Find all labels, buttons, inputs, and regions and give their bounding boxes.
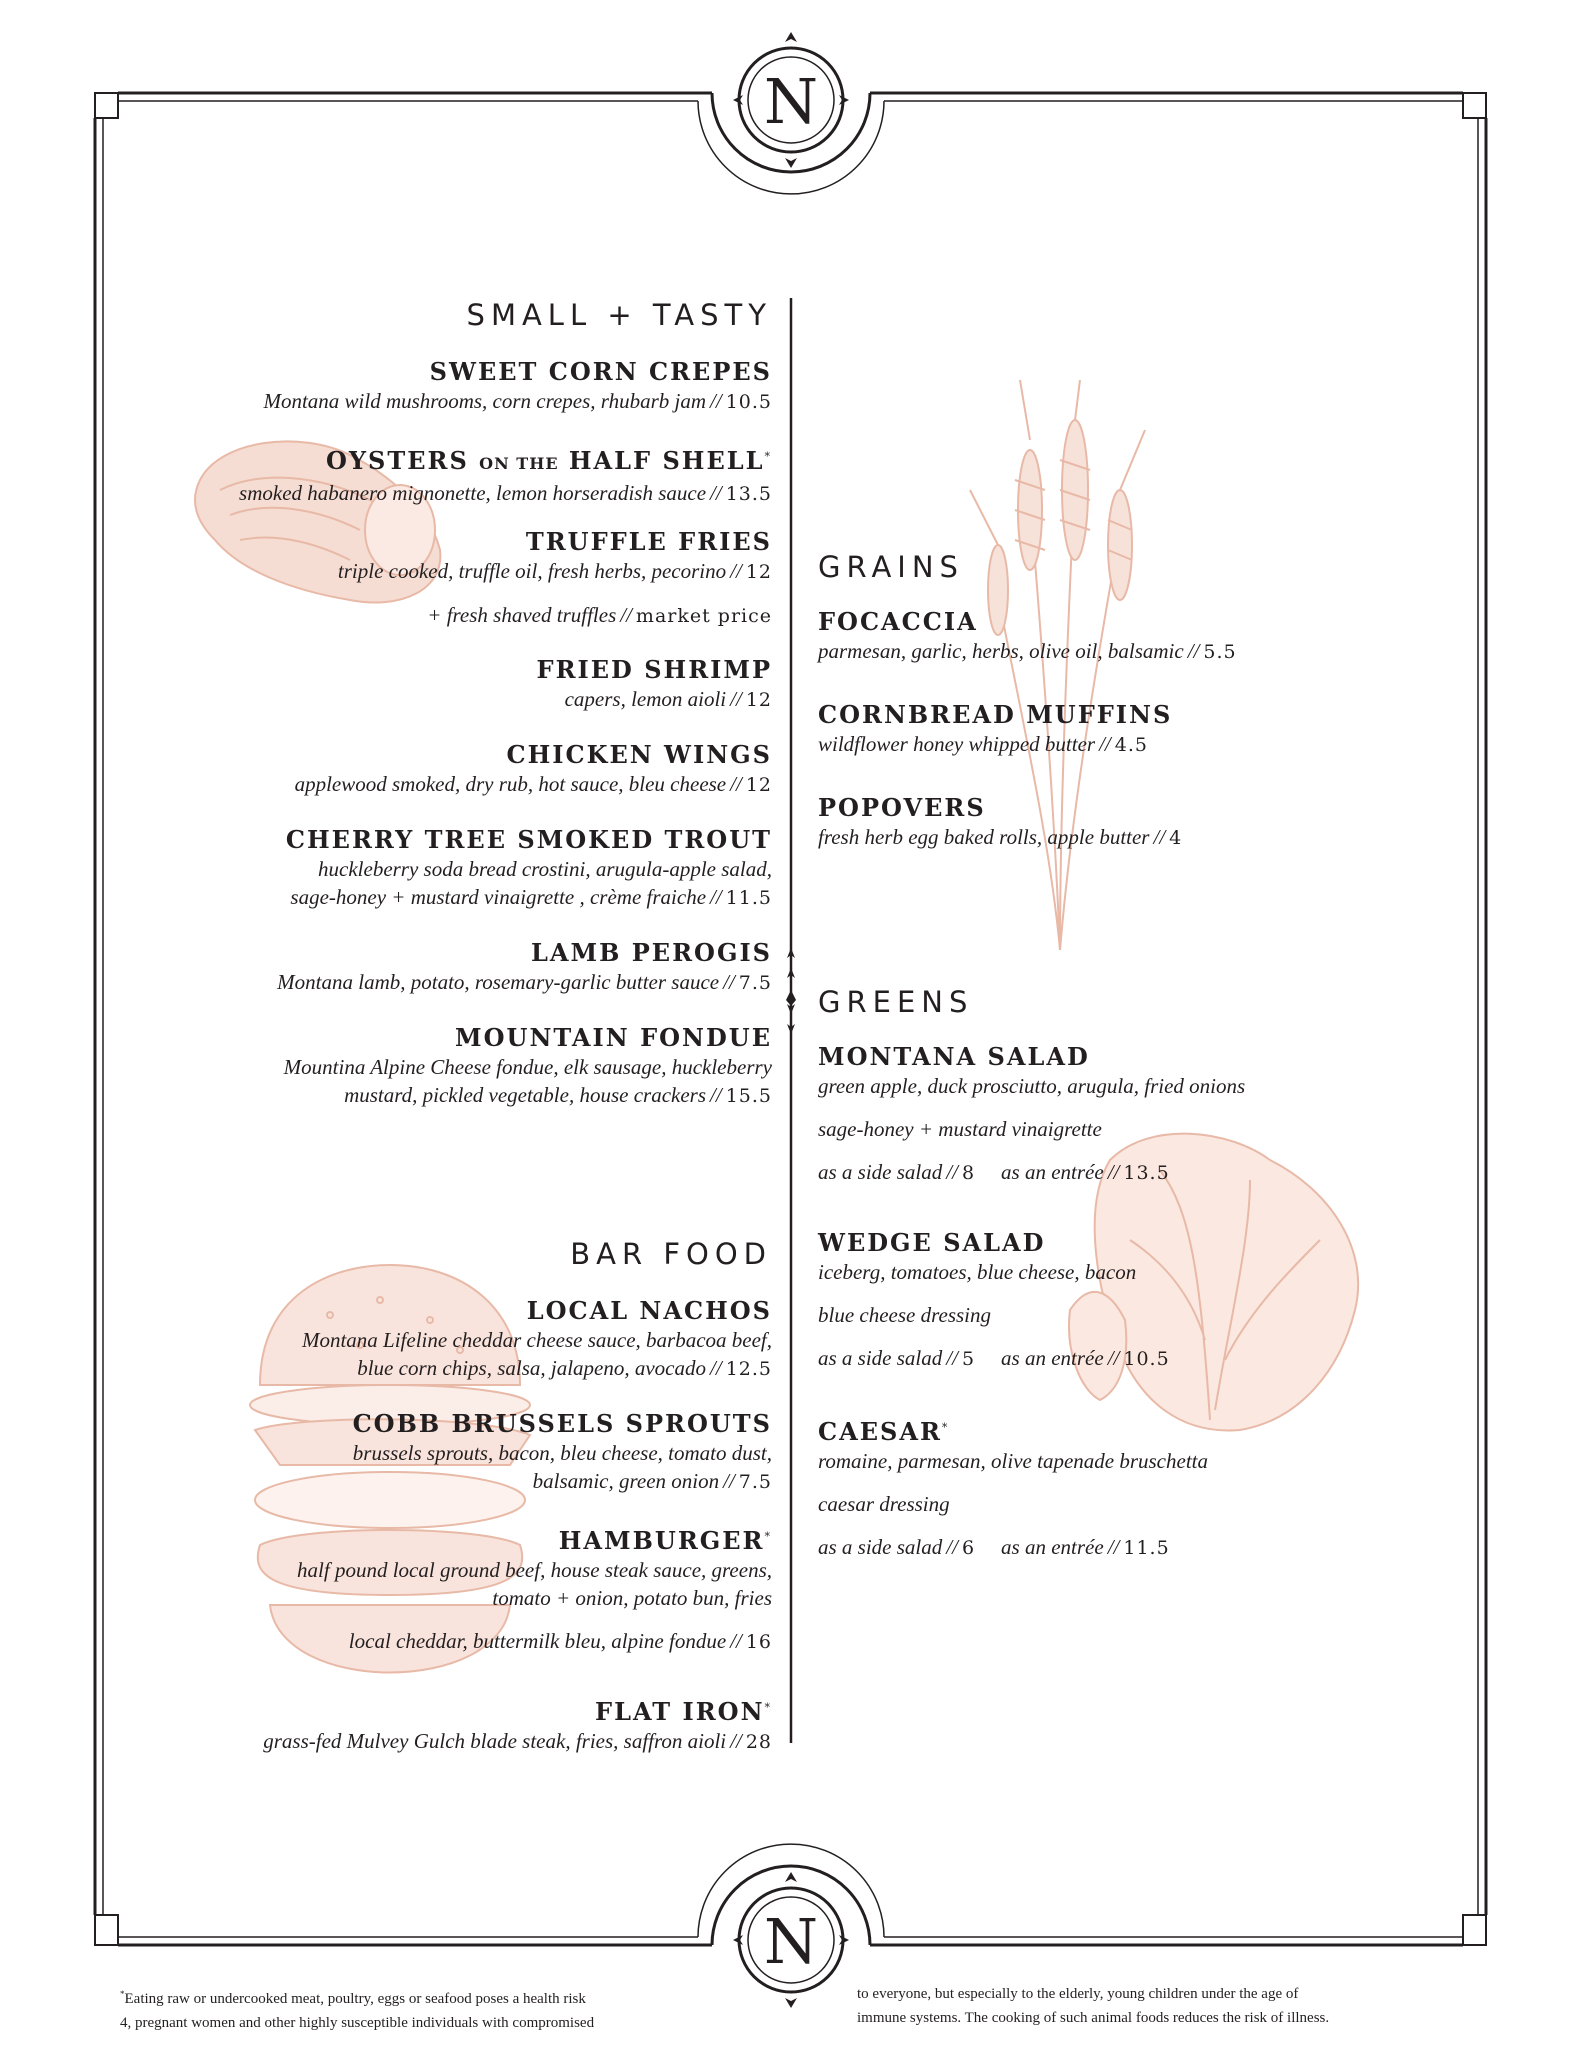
item-name: LOCAL NACHOS [526, 1296, 772, 1325]
logo-letter: N [763, 65, 819, 138]
side-price: 6 [961, 1537, 976, 1559]
item-price: 7.5 [738, 972, 772, 994]
item-desc: parmesan, garlic, herbs, olive oil, balsamic // 5.5 [818, 639, 1237, 663]
menu-item [302, 1296, 772, 1383]
item-desc: wildflower honey whipped butter // 4.5 [818, 732, 1148, 756]
item-desc: smoked habanero mignonette, lemon horseradish sauce // 13.5 [239, 481, 772, 505]
menu-item [295, 740, 772, 799]
item-desc: sage-honey + mustard vinaigrette , crème fraiche // 11.5 [290, 885, 772, 909]
item-name: COBB BRUSSELS SPROUTS [352, 1409, 772, 1438]
menu-item [263, 1693, 772, 1756]
item-prices: as a side salad // 6 as an entrée // 11.5 [818, 1535, 1170, 1559]
item-price: 10.5 [725, 391, 772, 413]
item-name: CORNBREAD MUFFINS [818, 700, 1173, 729]
item-price: 13.5 [725, 483, 772, 505]
item-name: MONTANA SALAD [818, 1042, 1090, 1071]
heading-bar-food: BAR FOOD [570, 1237, 772, 1271]
item-dressing: blue cheese dressing [818, 1303, 992, 1327]
item-desc: fresh herb egg baked rolls, apple butter // 4 [818, 825, 1183, 849]
item-price: 7.5 [738, 1471, 772, 1493]
menu-item [284, 1023, 772, 1110]
item-name: TRUFFLE FRIES [525, 527, 772, 556]
menu-item [818, 1228, 1170, 1373]
item-desc: capers, lemon aioli // 12 [564, 687, 772, 711]
item-name: FOCACCIA [818, 607, 978, 636]
item-desc: half pound local ground beef, house steak sauce, greens, [297, 1558, 772, 1582]
menu-item [818, 1042, 1245, 1187]
item-name: OYSTERS ON THE HALF SHELL* [325, 446, 772, 475]
heading-grains: GRAINS [818, 550, 964, 584]
menu-item [239, 442, 772, 508]
item-desc: Mountina Alpine Cheese fondue, elk sausage, huckleberry [283, 1055, 772, 1079]
item-price: 11.5 [725, 887, 772, 909]
item-desc: green apple, duck prosciutto, arugula, fried onions [818, 1074, 1246, 1098]
item-name: CHERRY TREE SMOKED TROUT [285, 825, 772, 854]
item-desc: grass-fed Mulvey Gulch blade steak, fries, saffron aioli // 28 [263, 1729, 772, 1753]
item-name: MOUNTAIN FONDUE [455, 1023, 772, 1052]
item-dressing: caesar dressing [818, 1492, 950, 1516]
footnote-right: to everyone, but especially to the elderly, young children under the age of immune systems. The cooking of such animal foods reduces the risk of illness. [857, 1986, 1330, 2026]
side-price: 5 [961, 1348, 976, 1370]
menu-item [353, 1409, 772, 1496]
item-price: 4.5 [1114, 734, 1148, 756]
item-desc: romaine, parmesan, olive tapenade bruschetta [818, 1449, 1208, 1473]
heading-greens: GREENS [818, 985, 974, 1019]
item-dressing: sage-honey + mustard vinaigrette [818, 1117, 1102, 1141]
item-price: 12 [745, 689, 772, 711]
menu-item [297, 1522, 772, 1656]
item-desc: brussels sprouts, bacon, bleu cheese, tomato dust, [352, 1441, 772, 1465]
item-price: 4 [1169, 827, 1183, 849]
item-desc: tomato + onion, potato bun, fries [492, 1586, 772, 1610]
item-desc: Montana Lifeline cheddar cheese sauce, barbacoa beef, [301, 1328, 772, 1352]
item-desc: iceberg, tomatoes, blue cheese, bacon [818, 1260, 1137, 1284]
menu-item [263, 357, 772, 416]
menu-item [338, 527, 772, 630]
item-desc: Montana lamb, potato, rosemary-garlic butter sauce // 7.5 [277, 970, 772, 994]
item-desc: balsamic, green onion // 7.5 [532, 1469, 772, 1493]
entree-price: 13.5 [1123, 1162, 1170, 1184]
item-addon: + fresh shaved truffles // market price [427, 603, 772, 627]
item-addon: local cheddar, buttermilk bleu, alpine fondue // 16 [348, 1629, 772, 1653]
logo-letter: N [763, 1905, 819, 1978]
item-name: CHICKEN WINGS [506, 740, 772, 769]
item-prices: as a side salad // 8 as an entrée // 13.5 [818, 1160, 1170, 1184]
item-name: FRIED SHRIMP [536, 655, 772, 684]
menu-item [818, 1413, 1208, 1562]
heading-small-tasty: SMALL + TASTY [466, 298, 772, 332]
item-desc: Montana wild mushrooms, corn crepes, rhubarb jam // 10.5 [263, 389, 772, 413]
item-desc: huckleberry soda bread crostini, arugula-apple salad, [318, 857, 772, 881]
item-desc: blue corn chips, salsa, jalapeno, avocado // 12.5 [357, 1356, 772, 1380]
item-name: HAMBURGER* [558, 1526, 772, 1555]
menu-item [818, 793, 1182, 852]
menu-item [537, 655, 772, 714]
item-price: 12 [745, 561, 772, 583]
item-price: 5.5 [1203, 641, 1237, 663]
logo-top [731, 28, 851, 168]
item-desc: applewood smoked, dry rub, hot sauce, bleu cheese // 12 [294, 772, 772, 796]
item-name: SWEET CORN CREPES [429, 357, 772, 386]
item-price: 12 [745, 774, 772, 796]
menu-item [818, 700, 1172, 759]
item-prices: as a side salad // 5 as an entrée // 10.5 [818, 1346, 1170, 1370]
menu-item [818, 607, 1237, 666]
item-name: WEDGE SALAD [818, 1228, 1046, 1257]
menu-item [286, 825, 772, 912]
item-price: 12.5 [725, 1358, 772, 1380]
wheat-illustration [960, 380, 1160, 960]
logo-bottom [731, 1870, 851, 2010]
footnote-left: *Eating raw or undercooked meat, poultry, eggs or seafood poses a health risk 4, pregnant women and other highly susceptible individuals with compromised [120, 1989, 595, 2031]
item-name: POPOVERS [818, 793, 986, 822]
item-price: 28 [745, 1731, 772, 1753]
side-price: 8 [961, 1162, 976, 1184]
entree-price: 10.5 [1123, 1348, 1170, 1370]
entree-price: 11.5 [1123, 1537, 1170, 1559]
item-price: 15.5 [725, 1085, 772, 1107]
item-name: CAESAR* [818, 1417, 950, 1446]
item-name: FLAT IRON* [595, 1697, 772, 1726]
menu-item [277, 938, 772, 997]
item-desc: mustard, pickled vegetable, house crackers // 15.5 [344, 1083, 772, 1107]
item-price: 16 [745, 1631, 772, 1653]
item-desc: triple cooked, truffle oil, fresh herbs, pecorino // 12 [337, 559, 772, 583]
item-name: LAMB PEROGIS [531, 938, 772, 967]
